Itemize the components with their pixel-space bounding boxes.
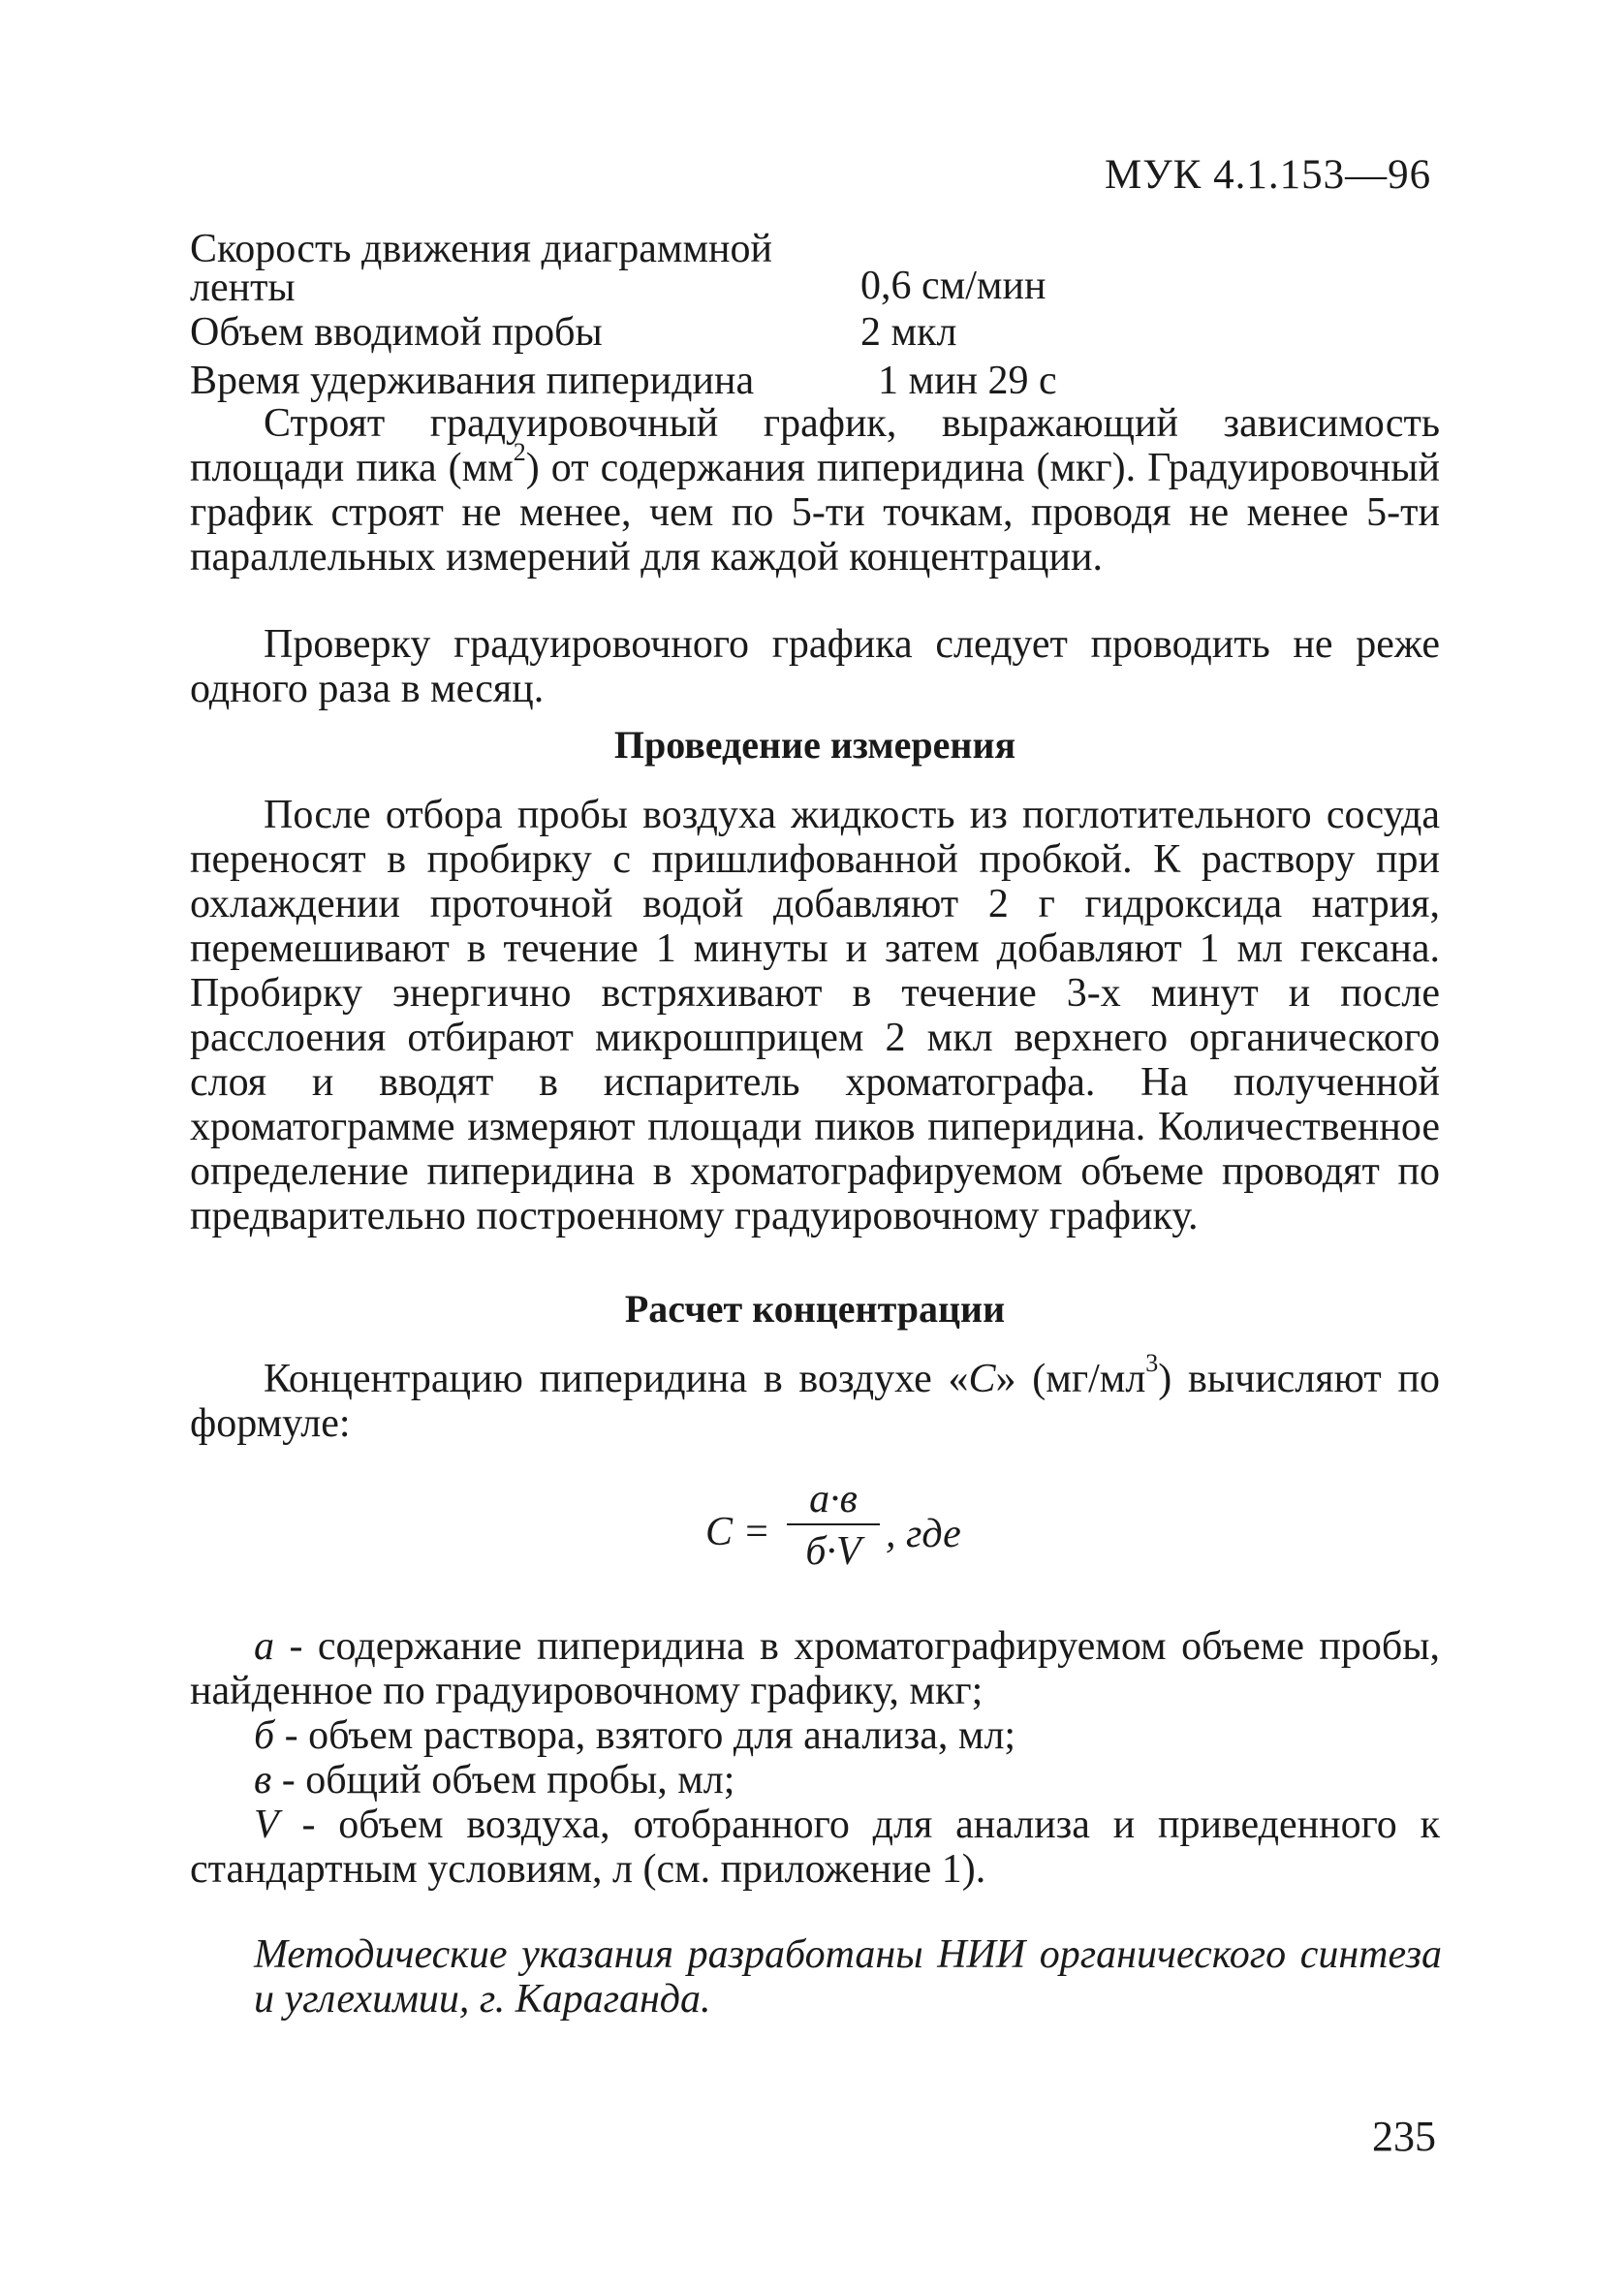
variable-text: - содержание пиперидина в хроматографируемом объеме пробы, найденное по градуировочному графику, мкг;: [190, 1624, 1440, 1713]
concentration-text-a: Концентрацию пиперидина в воздухе «: [264, 1357, 969, 1401]
param-label-tape-speed-line1: Скорость движения диаграммной: [190, 227, 773, 271]
concentration-formula: [705, 1477, 996, 1593]
concentration-unit-exponent: 3: [1145, 1349, 1159, 1377]
variable-symbol: V: [254, 1803, 279, 1847]
fraction-bar: [787, 1523, 880, 1525]
concentration-text-c: ) вычисляют по формуле:: [190, 1357, 1440, 1446]
param-label-tape-speed-line2: ленты: [190, 266, 296, 310]
formula-suffix: , где: [886, 1512, 961, 1556]
formula-numerator: а·в: [809, 1477, 858, 1521]
param-value-tape-speed: 0,6 см/мин: [860, 264, 1046, 308]
variable-text: - объем раствора, взятого для анализа, мл;: [274, 1713, 1016, 1758]
variable-definition-a: [190, 1624, 1440, 1713]
page-number: 235: [1372, 2113, 1436, 2160]
formula-fraction: [787, 1477, 880, 1574]
developer-note: Методические указания разработаны НИИ органического синтеза и углехимии, г. Караганда.: [254, 1932, 1442, 2022]
variable-text: - общий объем пробы, мл;: [271, 1758, 735, 1803]
paragraph-measurement: После отбора пробы воздуха жидкость из поглотительного сосуда переносят в пробирку с пришлифованной пробкой. К раствору при охлаждении проточной водой добавляют 2 г гидроксида натрия, перемешивают в течение 1 минуты и затем добавляют 1 мл гексана. Пробирку энергично встряхивают в течение 3-х минут и после расслоения отбирают микрошприцем 2 мкл верхнего органического слоя и вводят в испаритель хроматографа. На полученной хроматограмме измеряют площади пиков пиперидина. Количественное определение пиперидина в хроматографируемом объеме проводят по предварительно построенному градуировочному графику.: [190, 793, 1440, 1239]
paragraph-concentration: [190, 1349, 1440, 1446]
heading-calculation: Расчет концентрации: [624, 1287, 1006, 1331]
formula-denominator: б·V: [805, 1529, 861, 1574]
variable-symbol: б: [254, 1713, 275, 1758]
calibration-text-b: ) от содержания пиперидина (мкг). Градуировочный график строят не менее, чем по 5-ти точкам, проводя не менее 5-ти параллельных измерений для каждой концентрации.: [190, 446, 1441, 580]
formula-lhs: С =: [705, 1510, 770, 1554]
concentration-variable: С: [968, 1357, 996, 1401]
variable-symbol: а: [254, 1624, 274, 1669]
calibration-text-a: Строят градуировочный график, выражающий зависимость площади пика (мм: [190, 401, 1440, 490]
document-code-header: МУК 4.1.153—96: [1105, 152, 1432, 198]
variable-definition-b: [254, 1713, 1440, 1758]
paragraph-calibration-graph: [190, 401, 1440, 580]
param-label-retention-time: Время удерживания пиперидина: [190, 359, 755, 403]
paragraph-calibration-check: Проверку градуировочного графика следует проводить не реже одного раза в месяц.: [190, 622, 1440, 711]
param-value-sample-volume: 2 мкл: [860, 310, 957, 355]
param-value-retention-time: 1 мин 29 с: [878, 359, 1057, 403]
variable-definition-v: [254, 1758, 1440, 1803]
concentration-text-b: » (мг/мл: [995, 1357, 1146, 1401]
variable-symbol: в: [254, 1758, 272, 1803]
param-label-sample-volume: Объем вводимой пробы: [190, 310, 603, 355]
heading-measurement: Проведение измерения: [613, 723, 1016, 767]
variable-text: - объем воздуха, отобранного для анализа и приведенного к стандартным условиям, л (см. приложение 1).: [190, 1803, 1440, 1892]
variable-definition-air-volume: [190, 1803, 1440, 1892]
unit-exponent: 2: [513, 438, 526, 466]
